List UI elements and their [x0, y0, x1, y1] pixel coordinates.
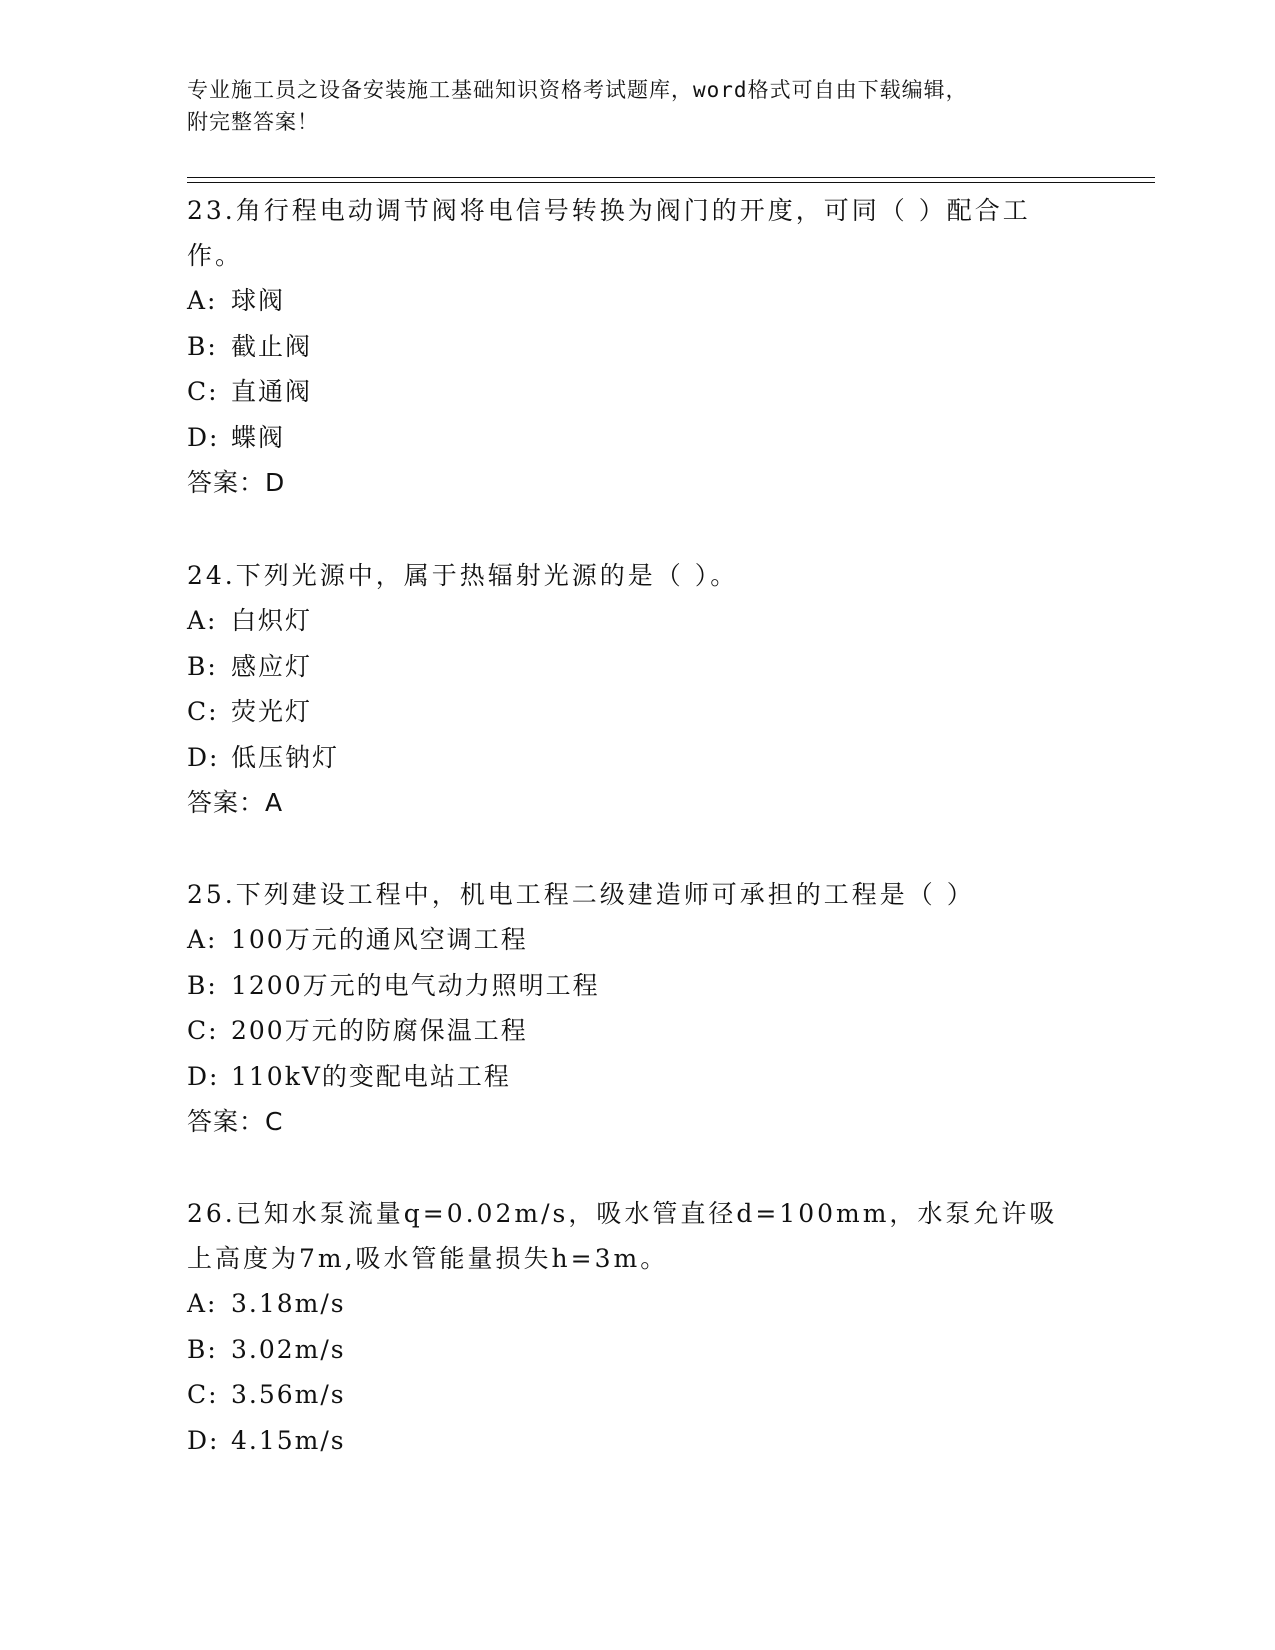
option-a: [187, 598, 1067, 644]
option-c: [187, 689, 1067, 735]
option-label: C:: [187, 1016, 219, 1045]
option-text: 蝶阀: [231, 422, 286, 452]
question-stem: 23.角行程电动调节阀将电信号转换为阀门的开度，可同（ ）配合工作。: [187, 196, 1031, 270]
option-label: B:: [187, 970, 218, 1000]
option-label: C:: [187, 697, 219, 726]
header-divider-top: [187, 177, 1155, 178]
option-label: C:: [187, 1380, 219, 1409]
option-a: [187, 917, 1067, 963]
option-label: D:: [187, 422, 220, 452]
option-label: B:: [187, 1334, 218, 1364]
option-label: B:: [187, 651, 218, 681]
document-header: [187, 74, 1067, 138]
option-label: D:: [187, 1425, 220, 1455]
option-text: 1200万元的电气动力照明工程: [231, 970, 600, 1000]
option-text: 球阀: [231, 286, 286, 315]
option-b: [187, 1327, 1067, 1373]
option-text: 200万元的防腐保温工程: [231, 1016, 528, 1045]
option-text: 100万元的通风空调工程: [231, 925, 528, 954]
answer: 答案：A: [187, 788, 284, 817]
option-text: 3.02m/s: [231, 1334, 346, 1364]
option-label: A:: [187, 286, 218, 315]
answer: 答案：D: [187, 468, 286, 497]
question-23: [187, 188, 1067, 505]
option-d: [187, 415, 1067, 461]
option-a: [187, 1281, 1067, 1327]
question-24: [187, 553, 1067, 825]
option-c: [187, 1372, 1067, 1418]
question-26: [187, 1191, 1067, 1463]
question-stem: 26.已知水泵流量q=0.02m/s，吸水管直径d=100mm，水泵允许吸上高度为7m,吸水管能量损失h=3m。: [187, 1199, 1058, 1273]
option-d: [187, 735, 1067, 781]
option-a: [187, 278, 1067, 324]
question-stem: 25.下列建设工程中，机电工程二级建造师可承担的工程是（ ）: [187, 880, 975, 909]
option-text: 3.18m/s: [231, 1289, 346, 1318]
option-text: 截止阀: [231, 331, 313, 361]
option-label: B:: [187, 331, 218, 361]
option-b: [187, 644, 1067, 690]
option-text: 3.56m/s: [231, 1380, 346, 1409]
header-divider-bottom: [187, 182, 1155, 183]
option-d: [187, 1418, 1067, 1464]
option-label: D:: [187, 742, 220, 772]
header-title-line-1: 专业施工员之设备安装施工基础知识资格考试题库，word格式可自由下载编辑，: [187, 78, 968, 102]
question-25: [187, 872, 1067, 1144]
option-b: [187, 324, 1067, 370]
option-text: 110kV的变配电站工程: [231, 1061, 511, 1091]
option-c: [187, 369, 1067, 415]
option-d: [187, 1054, 1067, 1100]
option-text: 4.15m/s: [231, 1425, 346, 1455]
option-text: 感应灯: [231, 651, 313, 681]
option-label: A:: [187, 606, 218, 635]
option-label: A:: [187, 925, 218, 954]
option-text: 低压钠灯: [231, 742, 340, 772]
option-c: [187, 1008, 1067, 1054]
option-text: 白炽灯: [231, 606, 313, 635]
option-label: D:: [187, 1061, 220, 1091]
header-title-line-2: 附完整答案！: [187, 110, 319, 134]
option-text: 荧光灯: [231, 697, 313, 726]
option-label: A:: [187, 1289, 218, 1318]
answer: 答案：C: [187, 1107, 284, 1136]
question-stem: 24.下列光源中，属于热辐射光源的是（ ）。: [187, 561, 739, 590]
option-b: [187, 963, 1067, 1009]
option-label: C:: [187, 377, 219, 406]
option-text: 直通阀: [231, 377, 313, 406]
